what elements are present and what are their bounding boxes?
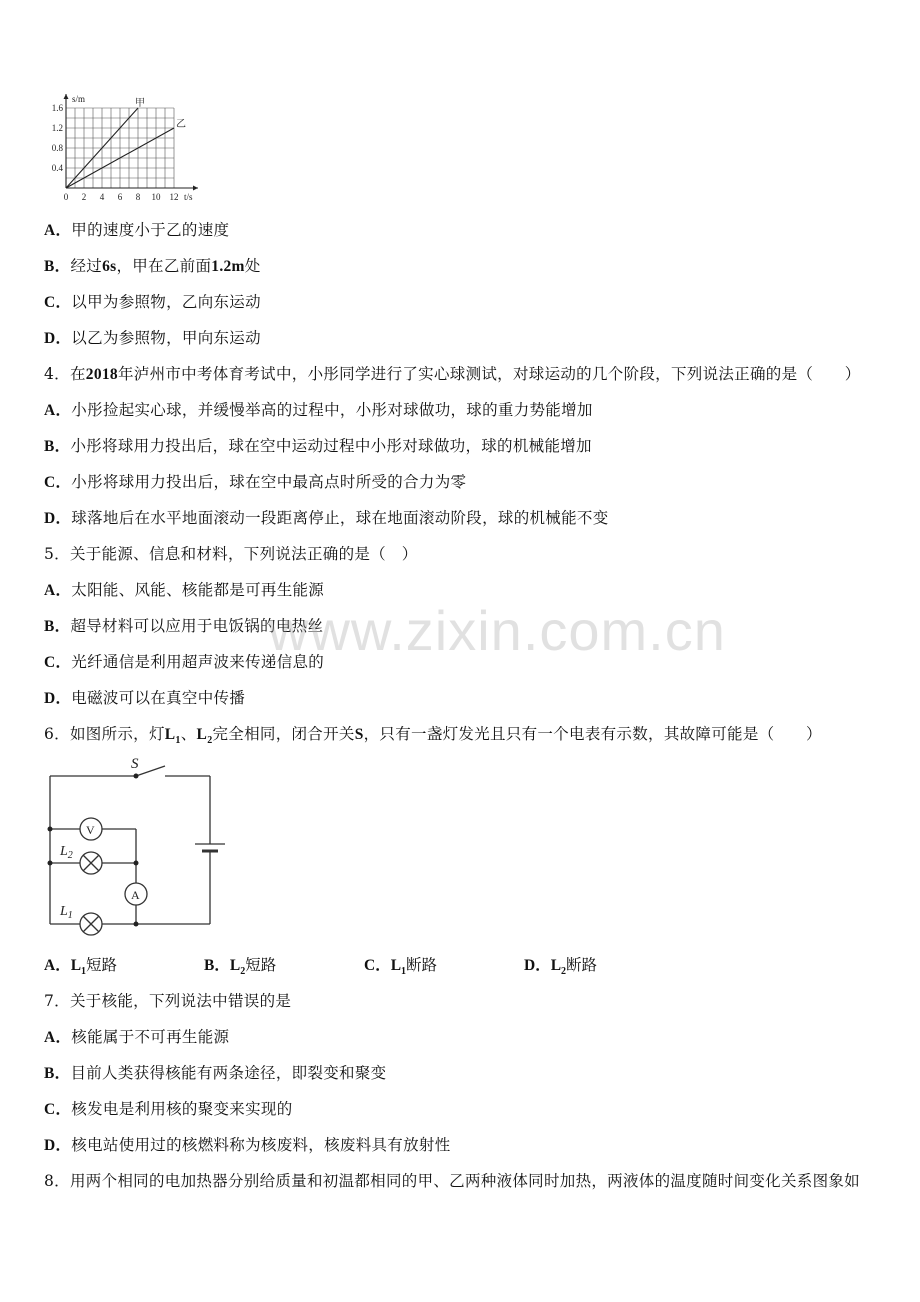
y-axis-arrow bbox=[64, 94, 69, 99]
q7-option-b: B．目前人类获得核能有两条途径，即裂变和聚变 bbox=[44, 1064, 387, 1082]
q4-option-a: A．小彤捡起实心球，并缓慢举高的过程中，小彤对球做功，球的重力势能增加 bbox=[44, 401, 593, 419]
x-tick-label: 0 bbox=[63, 192, 69, 202]
q5-option-c: C．光纤通信是利用超声波来传递信息的 bbox=[44, 653, 325, 671]
q7-stem: 7．关于核能，下列说法中错误的是 bbox=[44, 992, 292, 1010]
x-axis-label: t/s bbox=[184, 192, 193, 202]
series-label-yi: 乙 bbox=[176, 119, 186, 130]
y-tick-label: 1.2 bbox=[51, 123, 63, 133]
st-graph-chart bbox=[40, 90, 210, 210]
q6-option-c: C．$L_1$断路 bbox=[364, 956, 438, 978]
q3-option-d: D．以乙为参照物，甲向东运动 bbox=[44, 329, 261, 347]
chart-grid bbox=[66, 108, 174, 188]
l2-label: $L_2$ bbox=[60, 844, 73, 861]
voltmeter-label: V bbox=[86, 823, 95, 837]
q5-stem: 5．关于能源、信息和材料，下列说法正确的是（ ） bbox=[44, 545, 418, 563]
watermark: www.zixin.com.cn bbox=[268, 599, 726, 662]
q3-option-b: B．经过6s，甲在乙前面1.2m处 bbox=[44, 257, 261, 275]
switch-label: S bbox=[131, 756, 139, 772]
q4-option-c: C．小彤将球用力投出后，球在空中最高点时所受的合力为零 bbox=[44, 473, 467, 491]
q6-option-b: B．$L_2$短路 bbox=[204, 956, 277, 978]
q4-stem: 4．在2018年泸州市中考体育考试中，小彤同学进行了实心球测试，对球运动的几个阶段，下列说法正确的是（ ） bbox=[44, 365, 861, 383]
x-tick-label: 10 bbox=[151, 192, 161, 202]
x-tick-label: 4 bbox=[99, 192, 105, 202]
q3-option-c: C．以甲为参照物，乙向东运动 bbox=[44, 293, 261, 311]
switch-pivot bbox=[134, 774, 139, 779]
y-axis-label: s/m bbox=[72, 94, 86, 104]
q8-stem: 8．用两个相同的电加热器分别给质量和初温都相同的甲、乙两种液体同时加热，两液体的温度随时间变化关系图象如 bbox=[44, 1172, 860, 1190]
q6-option-d: D．$L_2$断路 bbox=[524, 956, 598, 978]
chart-axes bbox=[64, 94, 199, 191]
y-tick-label: 1.6 bbox=[51, 103, 63, 113]
x-tick-label: 8 bbox=[135, 192, 141, 202]
y-tick-label: 0.8 bbox=[51, 143, 63, 153]
y-tick-label: 0.4 bbox=[51, 163, 63, 173]
q7-option-a: A．核能属于不可再生能源 bbox=[44, 1028, 230, 1046]
x-tick-label: 12 bbox=[169, 192, 179, 202]
x-tick-label: 2 bbox=[81, 192, 87, 202]
q7-option-d: D．核电站使用过的核燃料称为核废料，核废料具有放射性 bbox=[44, 1136, 451, 1154]
q6-stem: 6．如图所示，灯$L_1$、$L_2$完全相同，闭合开关S，只有一盏灯发光且只有一个电表有示数，其故障可能是（ ） bbox=[44, 725, 822, 747]
ammeter-label: A bbox=[131, 888, 140, 902]
q7-option-c: C．核发电是利用核的聚变来实现的 bbox=[44, 1100, 293, 1118]
q5-option-a: A．太阳能、风能、核能都是可再生能源 bbox=[44, 581, 325, 599]
switch-blade bbox=[136, 766, 165, 776]
q4-option-d: D．球落地后在水平地面滚动一段距离停止，球在地面滚动阶段，球的机械能不变 bbox=[44, 509, 609, 527]
q3-option-a: A．甲的速度小于乙的速度 bbox=[44, 221, 230, 239]
q5-option-b: B．超导材料可以应用于电饭锅的电热丝 bbox=[44, 617, 324, 635]
circuit-diagram bbox=[40, 752, 230, 942]
x-axis-arrow bbox=[193, 186, 198, 191]
l1-label: $L_1$ bbox=[60, 904, 73, 921]
q5-option-d: D．电磁波可以在真空中传播 bbox=[44, 689, 246, 707]
q4-option-b: B．小彤将球用力投出后，球在空中运动过程中小彤对球做功，球的机械能增加 bbox=[44, 437, 592, 455]
q6-option-a: A．$L_1$短路 bbox=[44, 956, 118, 978]
x-tick-label: 6 bbox=[117, 192, 123, 202]
series-label-jia: 甲 bbox=[135, 98, 145, 109]
